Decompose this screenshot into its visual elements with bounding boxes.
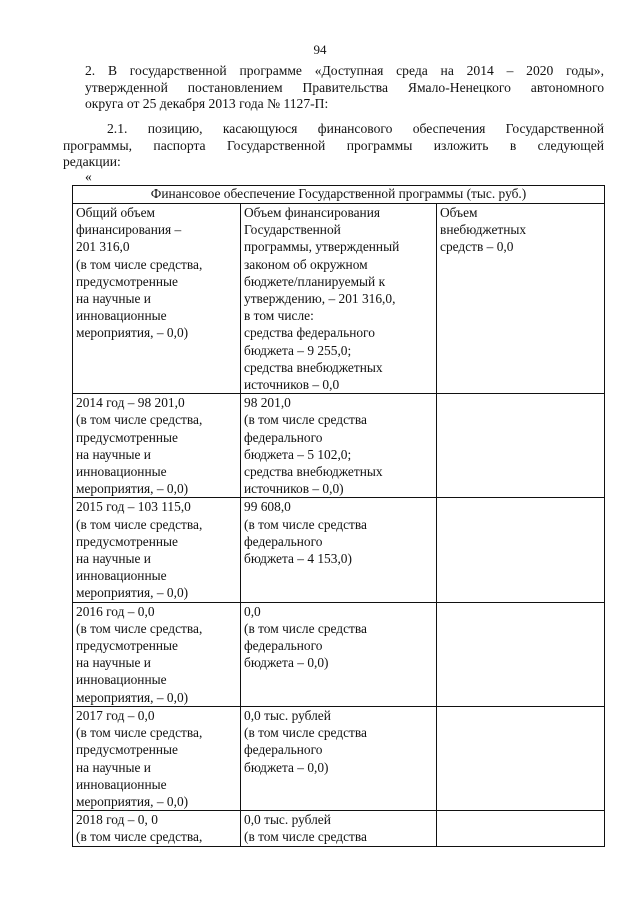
table-cell-year: 2016 год – 0,0 (в том числе средства, предусмотренные на научные и инновационные мероприятия, – 0,0) <box>73 602 241 706</box>
paragraph-line: утвержденной постановлением Правительства Ямало-Ненецкого автономного <box>85 79 604 95</box>
table-row <box>73 394 605 498</box>
table-cell-year: 2015 год – 103 115,0 (в том числе средства, предусмотренные на научные и инновационные мероприятия, – 0,0) <box>73 498 241 602</box>
table-cell-budget: 99 608,0 (в том числе средства федерального бюджета – 4 153,0) <box>241 498 437 602</box>
table-row <box>73 811 605 846</box>
table-cell-year: 2017 год – 0,0 (в том числе средства, предусмотренные на научные и инновационные мероприятия, – 0,0) <box>73 706 241 810</box>
table-cell-budget: 0,0 тыс. рублей (в том числе средства федерального бюджета – 0,0) <box>241 706 437 810</box>
paragraph-line: 2. В государственной программе «Доступная среда на 2014 – 2020 годы», <box>85 63 604 78</box>
table-cell-budget: 0,0 тыс. рублей (в том числе средства <box>241 811 437 846</box>
table-row <box>73 498 605 602</box>
table-cell-extrabudget <box>437 498 605 602</box>
financing-table <box>72 185 605 847</box>
opening-quote: « <box>85 169 92 184</box>
table-row <box>73 602 605 706</box>
table-cell-year: 2018 год – 0, 0 (в том числе средства, <box>73 811 241 846</box>
paragraph-line: редакции: <box>63 154 121 169</box>
table-title: Финансовое обеспечение Государственной программы (тыс. руб.) <box>73 186 605 204</box>
paragraph-line: программы, паспорта Государственной программы изложить в следующей <box>63 137 604 153</box>
table-cell-extrabudget <box>437 706 605 810</box>
table-cell-extrabudget <box>437 394 605 498</box>
table-row <box>73 204 605 394</box>
table-cell-budget: 98 201,0 (в том числе средства федерального бюджета – 5 102,0; средства внебюджетных источников – 0,0) <box>241 394 437 498</box>
table-cell-year: 2014 год – 98 201,0 (в том числе средства, предусмотренные на научные и инновационные мероприятия, – 0,0) <box>73 394 241 498</box>
paragraph-amendment-intro <box>85 63 604 113</box>
table-cell-budget: Объем финансирования Государственной программы, утвержденный законом об окружном бюджете/планируемый к утверждению, – 201 316,0, в том числе: средства федерального бюджета – 9 255,0; средства внебюджетных источников – 0,0 <box>241 204 437 394</box>
table-cell-total: Общий объем финансирования – 201 316,0 (в том числе средства, предусмотренные на научные и инновационные мероприятия, – 0,0) <box>73 204 241 394</box>
table-row <box>73 706 605 810</box>
paragraph-line: округа от 25 декабря 2013 года № 1127-П: <box>85 96 329 111</box>
paragraph-line: 2.1. позицию, касающуюся финансового обеспечения Государственной <box>107 121 604 136</box>
table-cell-extrabudget: Объем внебюджетных средств – 0,0 <box>437 204 605 394</box>
table-cell-budget: 0,0 (в том числе средства федерального бюджета – 0,0) <box>241 602 437 706</box>
table-cell-extrabudget <box>437 602 605 706</box>
paragraph-amendment-item <box>63 121 604 171</box>
table-cell-extrabudget <box>437 811 605 846</box>
page-number: 94 <box>313 42 327 57</box>
